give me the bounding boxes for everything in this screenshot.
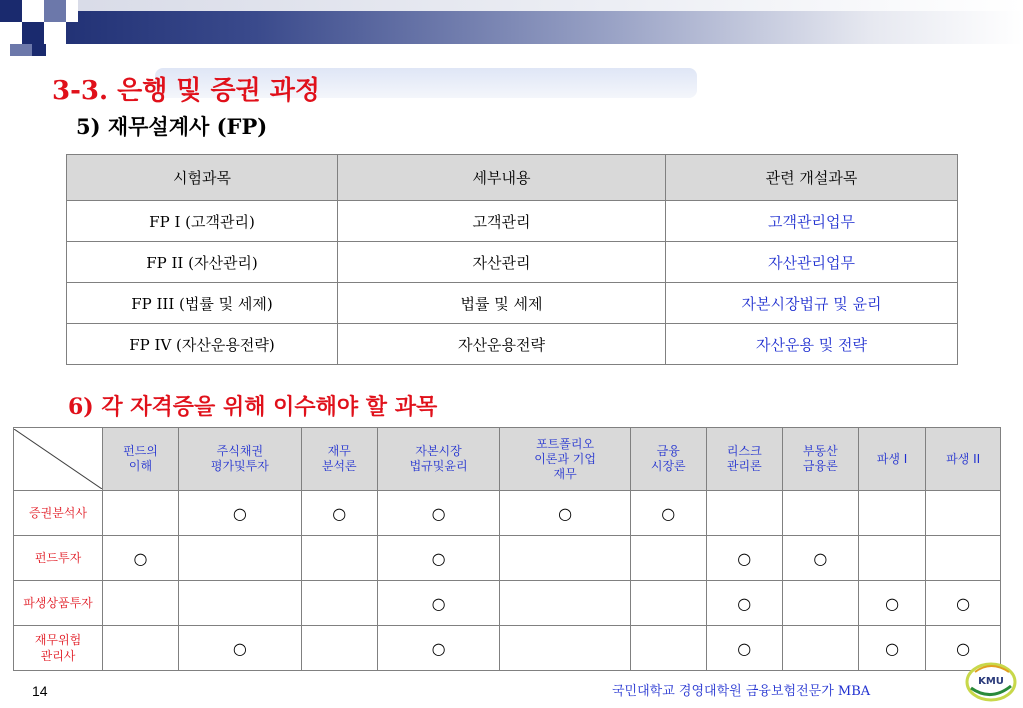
related-course-cell: 자산운용 및 전략 bbox=[666, 324, 958, 365]
diagonal-corner-cell bbox=[14, 428, 103, 491]
requirement-mark-cell: ○ bbox=[179, 626, 302, 671]
course-column-label: 분석론 bbox=[321, 459, 357, 473]
requirement-mark-cell bbox=[103, 626, 179, 671]
header-banner-highlight bbox=[0, 0, 1023, 11]
table-row bbox=[14, 626, 1001, 671]
detail-cell: 고객관리 bbox=[338, 201, 666, 242]
certification-course-table bbox=[13, 427, 1001, 671]
table-row bbox=[14, 491, 1001, 536]
requirement-mark-cell: ○ bbox=[782, 536, 858, 581]
requirement-mark-cell: ○ bbox=[377, 491, 500, 536]
requirement-mark-cell bbox=[926, 536, 1001, 581]
exam-subject-cell: FP III (법률 및 세제) bbox=[67, 283, 338, 324]
course-column-header bbox=[301, 428, 377, 491]
diagonal-line bbox=[14, 429, 102, 489]
checker-square bbox=[0, 22, 22, 44]
requirement-mark-cell bbox=[500, 626, 630, 671]
course-column-label: 금융론 bbox=[802, 459, 838, 473]
exam-subject-cell: FP IV (자산운용전략) bbox=[67, 324, 338, 365]
course-column-label: 시장론 bbox=[650, 459, 686, 473]
requirement-mark-cell bbox=[500, 536, 630, 581]
checker-square bbox=[44, 22, 66, 44]
requirement-mark-cell: ○ bbox=[377, 536, 500, 581]
requirement-mark-cell: ○ bbox=[706, 536, 782, 581]
course-column-label: 재무 bbox=[327, 444, 351, 458]
checker-square bbox=[44, 0, 66, 22]
course-column-label: 이론과 기업 bbox=[534, 451, 596, 466]
requirement-mark-cell bbox=[103, 581, 179, 626]
requirement-mark-cell: ○ bbox=[926, 581, 1001, 626]
page-title: 3-3. 은행 및 증권 과정 bbox=[52, 76, 321, 106]
course-column-label: 주식채권 bbox=[216, 444, 264, 458]
course-column-label: 포트폴리오 bbox=[536, 436, 595, 451]
related-course-cell: 자산관리업무 bbox=[666, 242, 958, 283]
certification-name: 재무위험 bbox=[34, 633, 82, 647]
requirement-mark-cell bbox=[630, 581, 706, 626]
requirement-mark-cell: ○ bbox=[706, 581, 782, 626]
requirement-mark-cell bbox=[858, 536, 926, 581]
course-column-label: 리스크 bbox=[726, 444, 762, 458]
requirement-mark-cell bbox=[103, 491, 179, 536]
course-column-label: 관리론 bbox=[726, 459, 762, 473]
requirement-mark-cell bbox=[706, 491, 782, 536]
section-subtitle: 5) 재무설계사 (FP) bbox=[76, 114, 268, 139]
certification-name-cell bbox=[14, 491, 103, 536]
exam-subject-cell: FP I (고객관리) bbox=[67, 201, 338, 242]
course-column-label: 금융 bbox=[656, 444, 680, 458]
course-column-header bbox=[179, 428, 302, 491]
detail-cell: 자산관리 bbox=[338, 242, 666, 283]
page-number: 14 bbox=[32, 683, 48, 699]
table-row bbox=[67, 242, 958, 283]
checker-square bbox=[10, 44, 32, 56]
table-header-row bbox=[67, 155, 958, 201]
course-column-label: 부동산 bbox=[802, 444, 838, 458]
requirement-mark-cell: ○ bbox=[377, 581, 500, 626]
checker-square bbox=[0, 0, 22, 22]
table-row bbox=[67, 201, 958, 242]
certification-name: 펀드투자 bbox=[34, 551, 82, 565]
course-column-label: 법규및윤리 bbox=[409, 459, 468, 473]
checker-square bbox=[22, 0, 44, 22]
course-column-label: 평가및투자 bbox=[210, 459, 269, 473]
certification-name-cell bbox=[14, 626, 103, 671]
requirement-mark-cell bbox=[179, 581, 302, 626]
requirement-mark-cell: ○ bbox=[500, 491, 630, 536]
related-course-cell: 고객관리업무 bbox=[666, 201, 958, 242]
table-row bbox=[67, 324, 958, 365]
course-column-label: 이해 bbox=[128, 459, 153, 473]
course-column-label: 자본시장 bbox=[415, 444, 462, 458]
course-column-label: 파생 I bbox=[876, 451, 908, 466]
requirement-mark-cell: ○ bbox=[858, 626, 926, 671]
requirement-mark-cell bbox=[301, 536, 377, 581]
certification-name: 증권분석사 bbox=[29, 506, 87, 520]
requirement-mark-cell bbox=[782, 491, 858, 536]
requirement-mark-cell bbox=[926, 491, 1001, 536]
table-header-row bbox=[14, 428, 1001, 491]
table-row bbox=[67, 283, 958, 324]
detail-cell: 법률 및 세제 bbox=[338, 283, 666, 324]
requirement-mark-cell bbox=[301, 626, 377, 671]
fp-exam-table bbox=[66, 154, 958, 365]
course-column-header bbox=[630, 428, 706, 491]
exam-subject-cell: FP II (자산관리) bbox=[67, 242, 338, 283]
course-column-header bbox=[103, 428, 179, 491]
kmu-logo bbox=[965, 658, 1017, 702]
detail-cell: 자산운용전략 bbox=[338, 324, 666, 365]
course-column-header bbox=[377, 428, 500, 491]
requirement-mark-cell bbox=[179, 536, 302, 581]
column-header: 관련 개설과목 bbox=[666, 155, 958, 201]
requirement-mark-cell bbox=[500, 581, 630, 626]
column-header: 시험과목 bbox=[67, 155, 338, 201]
requirement-mark-cell bbox=[782, 581, 858, 626]
requirement-mark-cell bbox=[630, 536, 706, 581]
footer-institution: 국민대학교 경영대학원 금융보험전문가 MBA bbox=[612, 684, 871, 699]
course-column-header bbox=[858, 428, 926, 491]
requirement-mark-cell: ○ bbox=[630, 491, 706, 536]
requirement-mark-cell bbox=[858, 491, 926, 536]
section-6-title: 6) 각 자격증을 위해 이수해야 할 과목 bbox=[68, 394, 438, 420]
requirement-mark-cell bbox=[630, 626, 706, 671]
table-row bbox=[14, 536, 1001, 581]
requirement-mark-cell: ○ bbox=[706, 626, 782, 671]
requirement-mark-cell bbox=[782, 626, 858, 671]
checker-square bbox=[22, 22, 44, 44]
requirement-mark-cell: ○ bbox=[858, 581, 926, 626]
course-column-header bbox=[706, 428, 782, 491]
course-column-header bbox=[500, 428, 630, 491]
requirement-mark-cell: ○ bbox=[301, 491, 377, 536]
certification-name: 관리사 bbox=[40, 649, 76, 663]
logo-text: KMU bbox=[978, 676, 1004, 687]
requirement-mark-cell: ○ bbox=[926, 626, 1001, 671]
course-column-header bbox=[782, 428, 858, 491]
requirement-mark-cell bbox=[301, 581, 377, 626]
course-column-header bbox=[926, 428, 1001, 491]
requirement-mark-cell: ○ bbox=[103, 536, 179, 581]
requirement-mark-cell: ○ bbox=[179, 491, 302, 536]
column-header: 세부내용 bbox=[338, 155, 666, 201]
checker-square bbox=[66, 0, 78, 22]
course-column-label: 펀드의 bbox=[123, 444, 158, 458]
certification-name-cell bbox=[14, 536, 103, 581]
requirement-mark-cell: ○ bbox=[377, 626, 500, 671]
checker-square bbox=[32, 44, 46, 56]
course-column-label: 파생 II bbox=[946, 451, 981, 466]
certification-name-cell bbox=[14, 581, 103, 626]
related-course-cell: 자본시장법규 및 윤리 bbox=[666, 283, 958, 324]
certification-name: 파생상품투자 bbox=[23, 596, 93, 610]
course-column-label: 재무 bbox=[553, 466, 577, 481]
table-row bbox=[14, 581, 1001, 626]
